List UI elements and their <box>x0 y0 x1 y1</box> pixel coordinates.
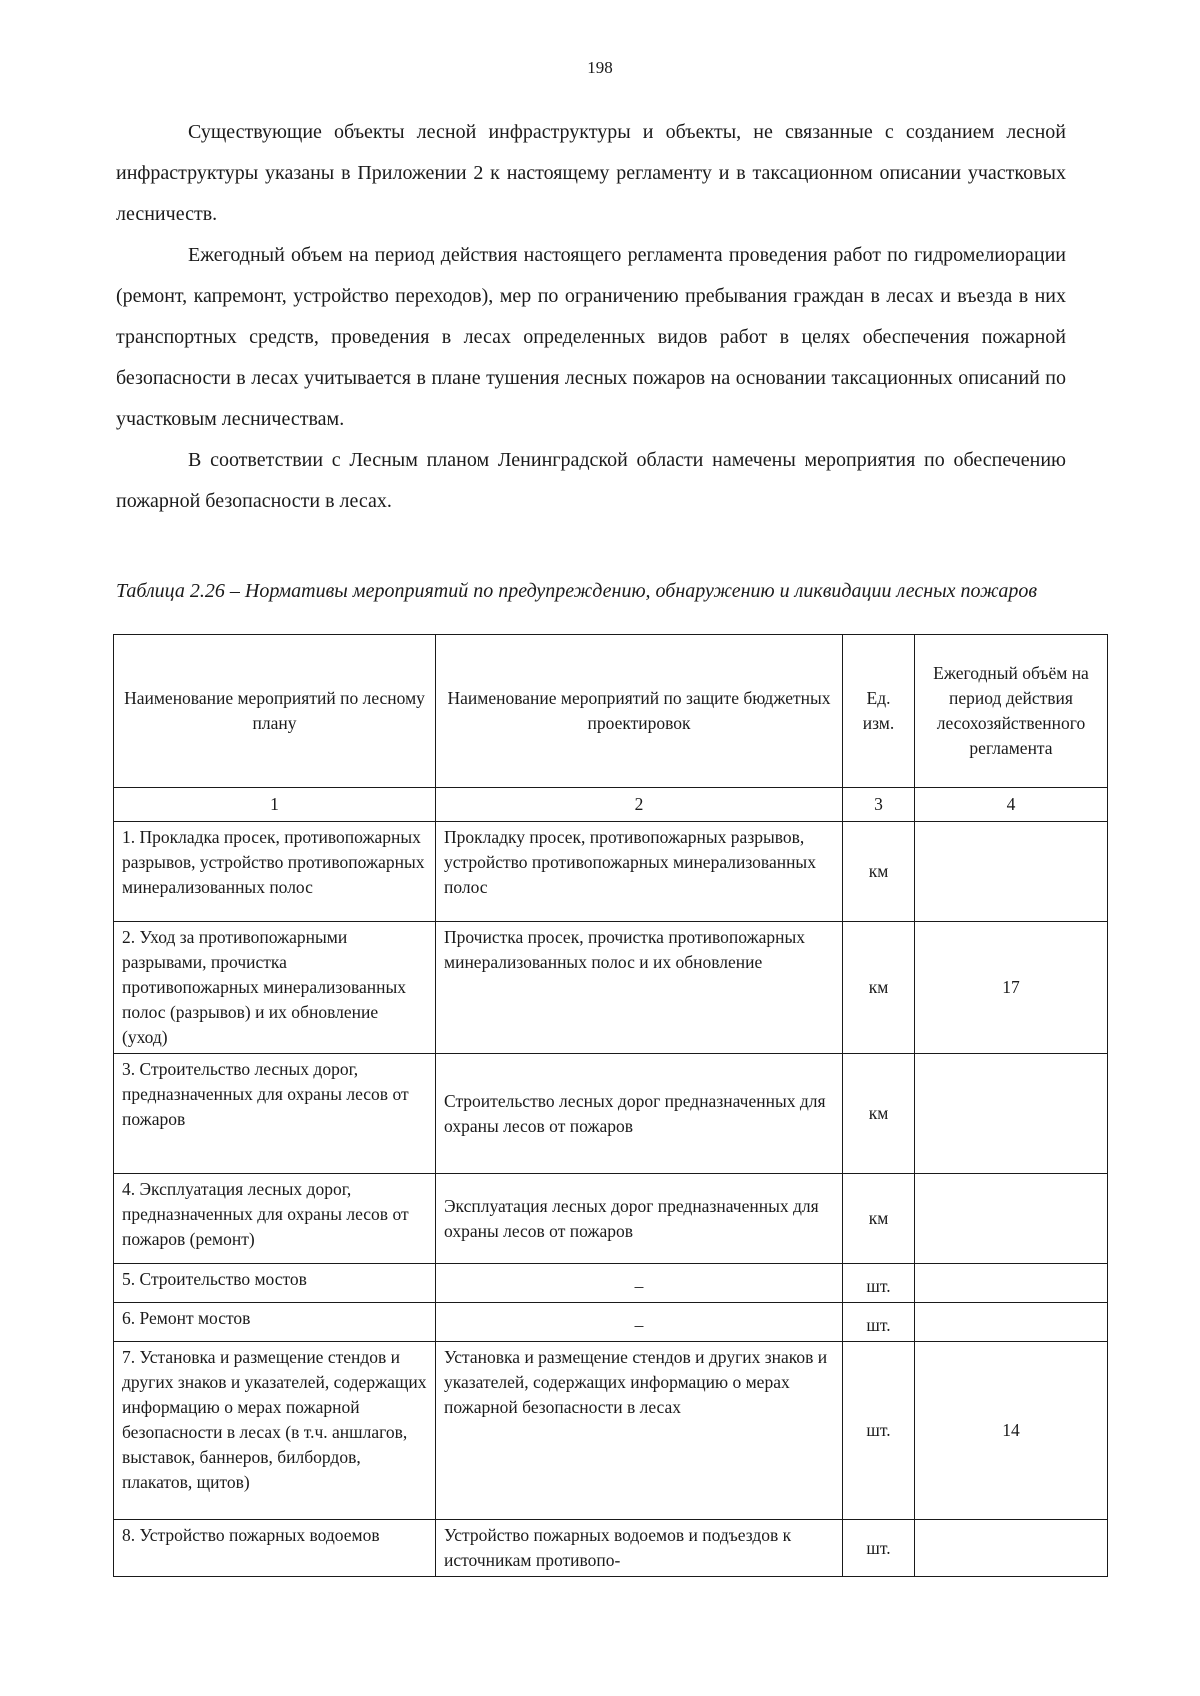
volume-cell <box>915 1520 1108 1577</box>
column-number: 2 <box>436 788 843 822</box>
unit-cell: км <box>843 1054 915 1174</box>
table-row <box>114 1520 1108 1577</box>
paragraph: Существующие объекты лесной инфраструктуры и объекты, не связанные с созданием лесной инфраструктуры указаны в Приложении 2 к настоящему регламенту и в таксационном описании участковых лесничеств. <box>116 121 1066 225</box>
unit-cell: шт. <box>843 1264 915 1303</box>
plan-cell: 7. Установка и размещение стендов и других знаков и указателей, содержащих информацию о мерах пожарной безопасности в лесах (в т.ч. аншлагов, выставок, баннеров, билбордов, плакатов, щитов) <box>114 1342 436 1520</box>
column-number-row <box>114 788 1108 822</box>
table-row <box>114 1303 1108 1342</box>
volume-cell <box>915 1303 1108 1342</box>
plan-cell: 2. Уход за противопожарными разрывами, прочистка противопожарных минерализованных полос (разрывов) и их обновление (уход) <box>114 922 436 1054</box>
column-number: 1 <box>114 788 436 822</box>
volume-cell: 14 <box>915 1342 1108 1520</box>
unit-cell: шт. <box>843 1520 915 1577</box>
budget-cell: Строительство лесных дорог предназначенных для охраны лесов от пожаров <box>436 1054 843 1174</box>
plan-cell: 8. Устройство пожарных водоемов <box>114 1520 436 1577</box>
budget-cell: Прокладку просек, противопожарных разрывов, устройство противопожарных минерализованных полос <box>436 822 843 922</box>
plan-cell: 6. Ремонт мостов <box>114 1303 436 1342</box>
budget-cell: Устройство пожарных водоемов и подъездов к источникам противопо- <box>436 1520 843 1577</box>
column-number: 4 <box>915 788 1108 822</box>
table-row <box>114 1342 1108 1520</box>
plan-cell: 4. Эксплуатация лесных дорог, предназначенных для охраны лесов от пожаров (ремонт) <box>114 1174 436 1264</box>
column-number: 3 <box>843 788 915 822</box>
table-row <box>114 1174 1108 1264</box>
plan-cell: 1. Прокладка просек, противопожарных разрывов, устройство противопожарных минерализованных полос <box>114 822 436 922</box>
volume-cell <box>915 1264 1108 1303</box>
unit-cell: км <box>843 1174 915 1264</box>
budget-cell: Прочистка просек, прочистка противопожарных минерализованных полос и их обновление <box>436 922 843 1054</box>
header-cell: Наименование мероприятий по защите бюджетных проектировок <box>436 635 843 788</box>
plan-cell: 5. Строительство мостов <box>114 1264 436 1303</box>
fire-measures-table <box>113 634 1108 1577</box>
header-cell: Ед. изм. <box>843 635 915 788</box>
unit-cell: шт. <box>843 1342 915 1520</box>
body-text <box>116 112 1066 522</box>
table-caption: Таблица 2.26 – Нормативы мероприятий по предупреждению, обнаружению и ликвидации лесных пожаров <box>116 580 1038 602</box>
budget-cell: – <box>436 1303 843 1342</box>
table-header-row <box>114 635 1108 788</box>
unit-cell: км <box>843 922 915 1054</box>
budget-cell: – <box>436 1264 843 1303</box>
table-row <box>114 822 1108 922</box>
paragraph: В соответствии с Лесным планом Ленинградской области намечены мероприятия по обеспечению пожарной безопасности в лесах. <box>116 449 1066 512</box>
budget-cell: Установка и размещение стендов и других знаков и указателей, содержащих информацию о мерах пожарной безопасности в лесах <box>436 1342 843 1520</box>
table-row <box>114 922 1108 1054</box>
volume-cell <box>915 1174 1108 1264</box>
table-row <box>114 1054 1108 1174</box>
volume-cell <box>915 822 1108 922</box>
unit-cell: шт. <box>843 1303 915 1342</box>
volume-cell: 17 <box>915 922 1108 1054</box>
budget-cell: Эксплуатация лесных дорог предназначенных для охраны лесов от пожаров <box>436 1174 843 1264</box>
header-cell: Ежегодный объём на период действия лесохозяйственного регламента <box>915 635 1108 788</box>
volume-cell <box>915 1054 1108 1174</box>
unit-cell: км <box>843 822 915 922</box>
page-number: 198 <box>587 58 613 77</box>
plan-cell: 3. Строительство лесных дорог, предназначенных для охраны лесов от пожаров <box>114 1054 436 1174</box>
paragraph: Ежегодный объем на период действия настоящего регламента проведения работ по гидромелиорации (ремонт, капремонт, устройство переходов), мер по ограничению пребывания граждан в лесах и въезда в них транспортных средств, проведения в лесах определенных видов работ в целях обеспечения пожарной безопасности в лесах учитывается в плане тушения лесных пожаров на основании таксационных описаний по участковым лесничествам. <box>116 244 1066 430</box>
header-cell: Наименование мероприятий по лесному плану <box>114 635 436 788</box>
table-row <box>114 1264 1108 1303</box>
